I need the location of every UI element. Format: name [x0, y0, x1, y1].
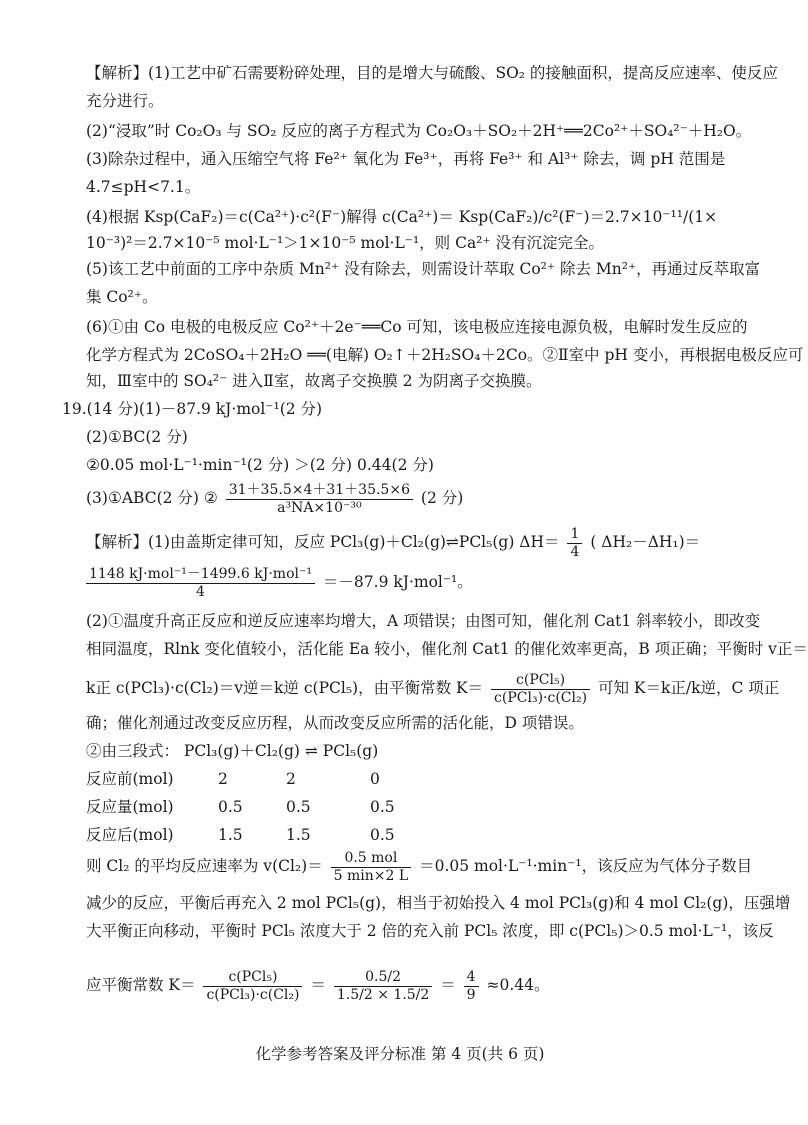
- rate-fraction: [331, 850, 412, 885]
- page-footer: 化学参考答案及评分标准 第 4 页(共 6 页): [255, 1045, 545, 1063]
- analysis-line: (2)①温度升高正反应和逆反应速率均增大，A 项错误；由图可知，催化剂 Cat1 斜率较小，即改变: [86, 612, 761, 630]
- table-cell: 0: [370, 770, 380, 788]
- table-row-label: 反应量(mol): [86, 798, 174, 816]
- analysis-line: 4.7≤pH<7.1。: [86, 178, 201, 196]
- k-fraction: [203, 969, 302, 1004]
- analysis-line: (5)该工艺中前面的工序中杂质 Mn²⁺ 没有除去，则需设计萃取 Co²⁺ 除去 Mn²⁺，再通过反萃取富: [86, 260, 761, 278]
- analysis-text: ( ΔH₂－ΔH₁)＝: [590, 533, 701, 551]
- fraction-numerator: 0.5/2: [334, 969, 432, 987]
- analysis-line: [86, 848, 760, 885]
- table-cell: 1.5: [218, 826, 243, 844]
- fraction-denominator: c(PCl₃)·c(Cl₂): [206, 986, 300, 1003]
- quarter-fraction: [567, 526, 582, 561]
- analysis-line: 集 Co²⁺。: [86, 288, 158, 306]
- analysis-line: 确；催化剂通过改变反应历程，从而改变反应所需的活化能，D 项错误。: [86, 714, 584, 732]
- fraction-denominator: c(PCl₃)·c(Cl₂): [494, 689, 588, 706]
- fraction-numerator: 1: [567, 526, 582, 544]
- fraction-numerator: 0.5 mol: [331, 850, 412, 868]
- fraction-numerator: c(PCl₅): [491, 672, 590, 690]
- table-row-label: 反应前(mol): [86, 770, 174, 788]
- question-19-answer: 19.(14 分)(1)－87.9 kJ·mol⁻¹(2 分): [62, 400, 323, 418]
- analysis-text: ＝: [310, 976, 326, 994]
- analysis-text: 应平衡常数 K＝: [86, 976, 196, 994]
- fraction-numerator: c(PCl₅): [203, 969, 302, 987]
- equilibrium-fraction: [491, 672, 590, 707]
- table-row-label: 反应后(mol): [86, 826, 174, 844]
- answer-text: (3)①ABC(2 分) ②: [86, 489, 218, 507]
- fraction-numerator: 31＋35.5×4＋31＋35.5×6: [226, 482, 413, 500]
- analysis-text: 可知 K＝k正/k逆，C 项正: [598, 679, 780, 697]
- table-cell: 1.5: [286, 826, 311, 844]
- analysis-line: 充分进行。: [86, 92, 164, 110]
- analysis-line: [86, 564, 760, 601]
- question-19-answer: [86, 480, 760, 517]
- analysis-line: 10⁻³)²＝2.7×10⁻⁵ mol·L⁻¹＞1×10⁻⁵ mol·L⁻¹，则 Ca²⁺ 没有沉淀完全。: [86, 234, 605, 252]
- analysis-line: (6)①由 Co 电极的电极反应 Co²⁺＋2e⁻══Co 可知，该电极应连接电源负极，电解时发生反应的: [86, 318, 748, 336]
- analysis-line: 大平衡正向移动，平衡时 PCl₅ 浓度大于 2 倍的充入前 PCl₅ 浓度，即 c(PCl₅)＞0.5 mol·L⁻¹，该反: [86, 922, 774, 940]
- table-cell: 0.5: [370, 826, 395, 844]
- answer-text: (2 分): [420, 489, 464, 507]
- fraction-numerator: 1148 kJ·mol⁻¹－1499.6 kJ·mol⁻¹: [86, 566, 315, 584]
- fraction-numerator: 4: [464, 969, 479, 987]
- analysis-text: 则 Cl₂ 的平均反应速率为 v(Cl₂)＝: [86, 857, 323, 875]
- fraction-denominator: 4: [196, 583, 205, 600]
- analysis-text: ≈0.44。: [486, 976, 550, 994]
- analysis-line: 【解析】(1)工艺中矿石需要粉碎处理，目的是增大与硫酸、SO₂ 的接触面积，提高反应速率、使反应: [86, 64, 778, 82]
- analysis-line: [86, 950, 760, 1026]
- table-cell: 0.5: [286, 798, 311, 816]
- analysis-line: 化学方程式为 2CoSO₄＋2H₂O ══(电解) O₂↑＋2H₂SO₄＋2Co。②Ⅱ室中 pH 变小，再根据电极反应可: [86, 346, 804, 364]
- table-cell: 2: [218, 770, 228, 788]
- k-result-fraction: [464, 969, 479, 1004]
- table-cell: 0.5: [218, 798, 243, 816]
- analysis-line: [86, 524, 760, 561]
- analysis-line: ②由三段式： PCl₃(g)＋Cl₂(g) ⇌ PCl₅(g): [86, 742, 379, 760]
- analysis-text: ＝0.05 mol·L⁻¹·min⁻¹，该反应为气体分子数目: [419, 857, 753, 875]
- density-fraction: [226, 482, 413, 517]
- analysis-line: (2)“浸取”时 Co₂O₃ 与 SO₂ 反应的离子方程式为 Co₂O₃＋SO₂＋2H⁺══2Co²⁺＋SO₄²⁻＋H₂O。: [86, 122, 752, 140]
- analysis-text: k正 c(PCl₃)·c(Cl₂)＝v逆＝k逆 c(PCl₅)，由平衡常数 K＝: [86, 679, 484, 697]
- fraction-denominator: 1.5/2 × 1.5/2: [336, 986, 430, 1003]
- question-19-answer: ②0.05 mol·L⁻¹·min⁻¹(2 分) ＞(2 分) 0.44(2 分): [86, 456, 434, 474]
- analysis-line: (4)根据 Ksp(CaF₂)＝c(Ca²⁺)·c²(F⁻)解得 c(Ca²⁺)＝ Ksp(CaF₂)/c²(F⁻)＝2.7×10⁻¹¹/(1×: [86, 208, 718, 226]
- analysis-line: 知，Ⅲ室中的 SO₄²⁻ 进入Ⅱ室，故离子交换膜 2 为阴离子交换膜。: [86, 372, 542, 390]
- question-19-answer: (2)①BC(2 分): [86, 428, 188, 446]
- analysis-line: (3)除杂过程中，通入压缩空气将 Fe²⁺ 氧化为 Fe³⁺，再将 Fe³⁺ 和 Al³⁺ 除去，调 pH 范围是: [86, 150, 726, 168]
- analysis-line: 相同温度，Rlnk 变化值较小，活化能 Ea 较小，催化剂 Cat1 的催化效率更高，B 项正确；平衡时 v正＝: [86, 640, 808, 658]
- enthalpy-fraction: [86, 566, 315, 601]
- analysis-text: ＝: [440, 976, 456, 994]
- fraction-denominator: 9: [466, 986, 476, 1003]
- analysis-text: 【解析】(1)由盖斯定律可知，反应 PCl₃(g)＋Cl₂(g)⇌PCl₅(g) ΔH＝: [86, 533, 560, 551]
- analysis-line: [86, 670, 780, 707]
- table-cell: 0.5: [370, 798, 395, 816]
- analysis-line: 减少的反应，平衡后再充入 2 mol PCl₅(g)，相当于初始投入 4 mol PCl₃(g)和 4 mol Cl₂(g)，压强增: [86, 894, 791, 912]
- fraction-denominator: 5 min×2 L: [333, 867, 409, 884]
- table-cell: 2: [286, 770, 296, 788]
- analysis-text: ＝－87.9 kJ·mol⁻¹。: [322, 573, 473, 591]
- fraction-denominator: a³NA×10⁻³⁰: [277, 499, 362, 516]
- fraction-denominator: 4: [570, 543, 580, 560]
- k-value-fraction: [334, 969, 432, 1004]
- three-stage-table: [86, 768, 506, 852]
